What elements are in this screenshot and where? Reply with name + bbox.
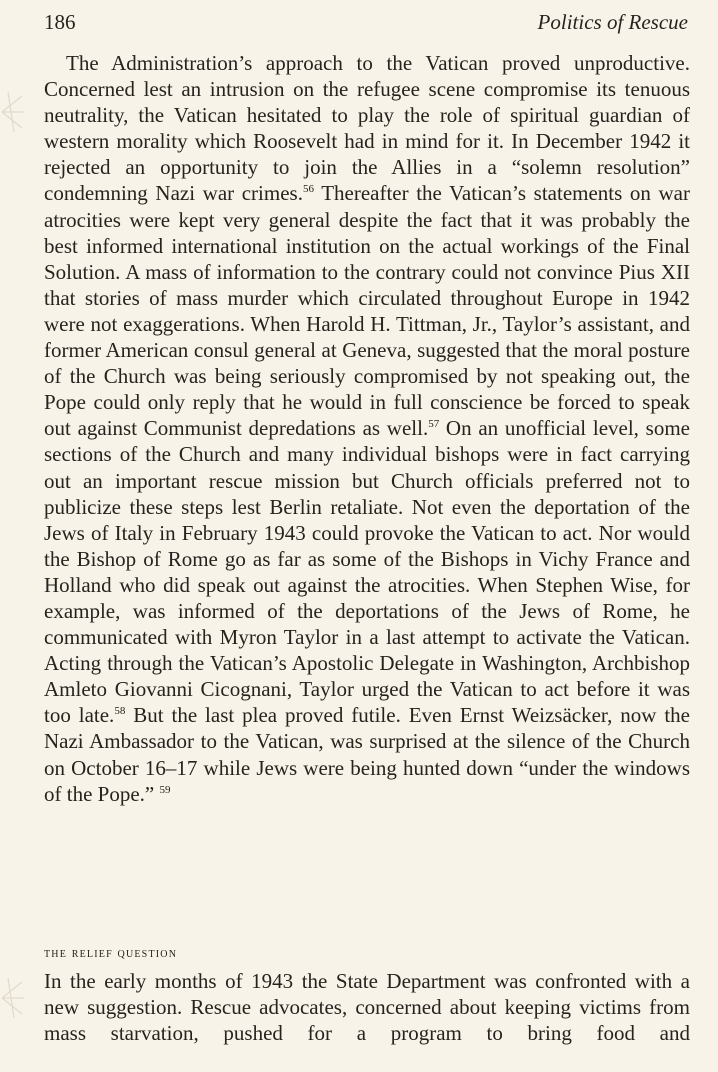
footnote-marker[interactable]: 56 <box>302 183 314 196</box>
section-heading: the relief question <box>44 946 178 961</box>
text-segment: But the last plea proved futile. Even Ernst Weizsäcker, now the Nazi Ambassador to the Vatican, was surprised at the silence of the Church on October 16–17 while Jews were being hunted down “under the windows of the Pope.” <box>44 703 690 806</box>
text-segment: The Administration’s approach to the Vatican proved unproductive. Concerned lest an intrusion on the refugee scene compromise its tenuous neutrality, the Vatican hesitated to play the role of spiritual guardian of western morality which Roosevelt had in mind for it. In December 1942 it rejected an opportunity to join the Allies in a “solemn resolution” condemning Nazi war crimes. <box>44 51 690 206</box>
paragraph <box>44 50 690 807</box>
body-text <box>44 968 690 1046</box>
body-text <box>44 50 690 807</box>
bleed-through-mark-icon <box>0 968 24 1028</box>
bleed-through-mark-icon <box>0 82 24 142</box>
footnote-marker[interactable]: 59 <box>159 783 171 796</box>
footnote-marker[interactable]: 57 <box>428 418 440 431</box>
running-head <box>44 10 688 38</box>
running-title: Politics of Rescue <box>537 10 688 34</box>
page-number: 186 <box>44 10 76 34</box>
text-segment: Thereafter the Vatican’s statements on war atrocities were kept very general despite the fact that it was probably the best informed international institution on the actual workings of the Final Solution. A mass of information to the contrary could not convince Pius XII that stories of mass murder which circulated throughout Europe in 1942 were not exaggerations. When Harold H. Tittman, Jr., Taylor’s assistant, and former American consul general at Geneva, suggested that the moral posture of the Church was being seriously compromised by not speaking out, the Pope could only reply that he would in full conscience be forced to speak out against Communist depredations as well. <box>44 181 690 441</box>
footnote-marker[interactable]: 58 <box>114 705 126 718</box>
text-segment: On an unofficial level, some sections of the Church and many individual bishops were in fact carrying out an important rescue mission but Church officials preferred not to publicize these steps lest Berlin retaliate. Not even the deportation of the Jews of Italy in February 1943 could provoke the Vatican to act. Nor would the Bishop of Rome go as far as some of the Bishops in Vichy France and Holland who did speak out against the atrocities. When Stephen Wise, for example, was informed of the deportations of the Jews of Rome, he communicated with Myron Taylor in a last attempt to activate the Vatican. Acting through the Vatican’s Apostolic Delegate in Washington, Archbishop Amleto Giovanni Cicognani, Taylor urged the Vatican to act before it was too late. <box>44 416 690 728</box>
paragraph: In the early months of 1943 the State Department was confronted with a new suggestion. Rescue advocates, concerned about keeping victims from mass starvation, pushed for a program to bring food and <box>44 969 690 1046</box>
